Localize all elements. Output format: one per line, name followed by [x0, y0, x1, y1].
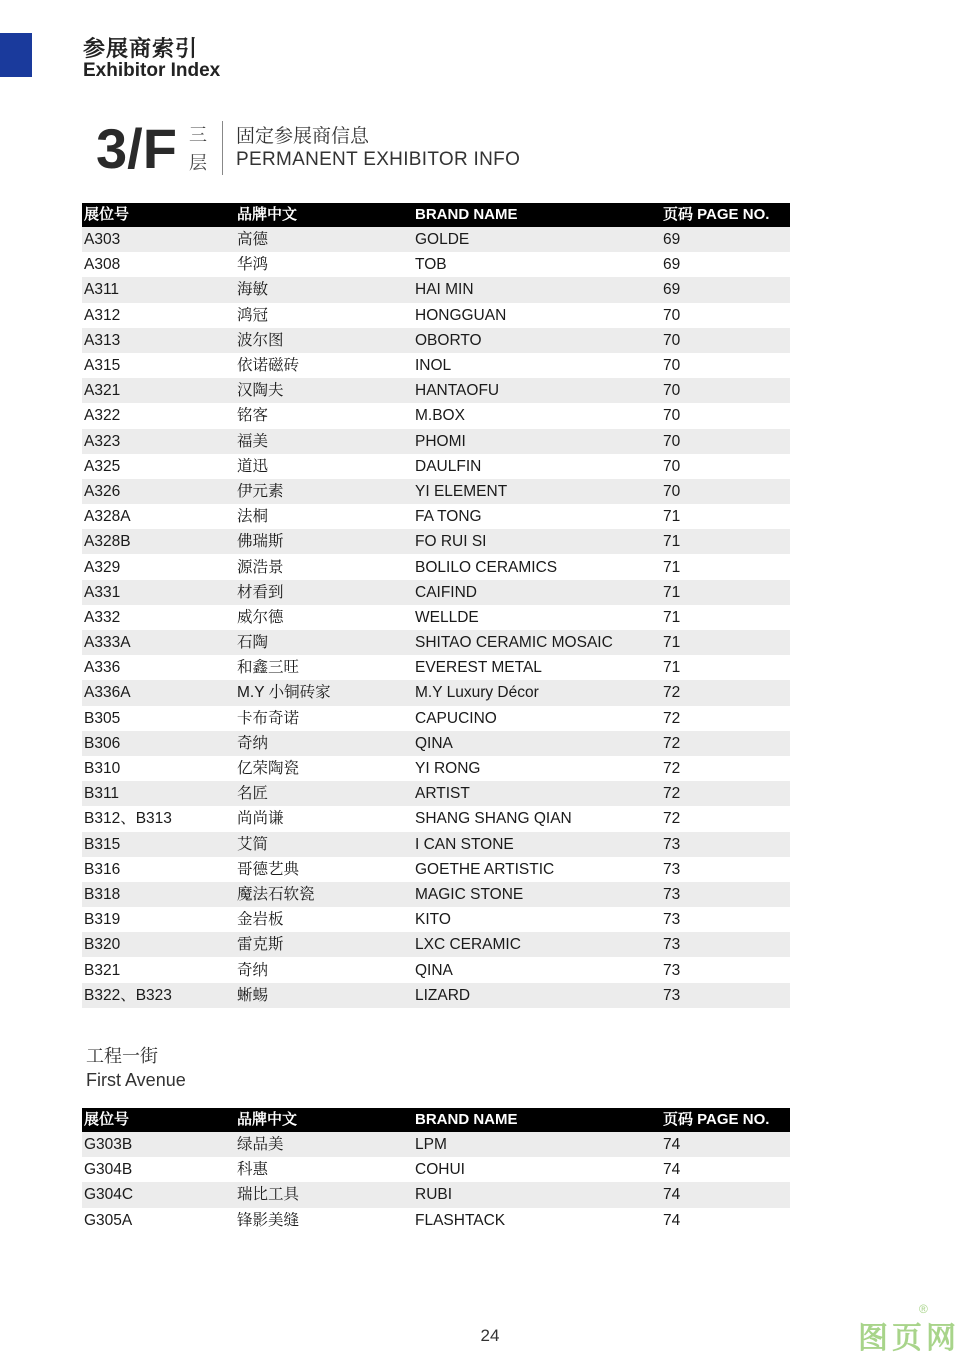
brand-cn-cell: 佛瑞斯 — [235, 529, 413, 554]
brand-name-cell: KITO — [415, 911, 451, 929]
booth-cell: A303 — [82, 227, 235, 252]
brand-name-cell: EVEREST METAL — [415, 659, 542, 677]
brand-cn-cell: 威尔德 — [237, 608, 284, 626]
booth-cell: A329 — [84, 558, 121, 576]
page-no-cell: 74 — [661, 1182, 790, 1207]
booth-cell: G303B — [82, 1132, 235, 1157]
table-row — [82, 378, 790, 403]
page-no-cell: 70 — [661, 479, 790, 504]
page-no-cell: 73 — [661, 882, 790, 907]
page-no-cell: 74 — [663, 1161, 681, 1179]
brand-name-cell: TOB — [415, 256, 447, 274]
page-no-cell: 69 — [663, 256, 681, 274]
booth-cell: B321 — [84, 961, 121, 979]
header-title-cn: 参展商索引 — [83, 36, 199, 61]
brand-name-cell: M.BOX — [415, 407, 465, 425]
booth-cell: B305 — [84, 709, 121, 727]
table-header-row — [82, 203, 790, 227]
floor-label: 3/F — [96, 117, 177, 180]
brand-name-cell: PHOMI — [413, 429, 661, 454]
booth-cell: G304B — [84, 1161, 133, 1179]
brand-name-cell: GOLDE — [413, 227, 661, 252]
page-no-cell: 70 — [663, 407, 681, 425]
brand-cn-cell: 尚尚谦 — [237, 810, 284, 828]
avenue-title-cn: 工程一街 — [86, 1046, 158, 1066]
booth-cell: B312、B313 — [84, 810, 172, 828]
brand-name-cell: RUBI — [413, 1182, 661, 1207]
brand-cn-cell: 科惠 — [237, 1161, 269, 1179]
brand-cn-cell: 海敏 — [235, 277, 413, 302]
exhibitor-table-avenue — [82, 1108, 790, 1233]
brand-name-cell: CAPUCINO — [415, 709, 497, 727]
brand-cn-cell: 魔法石软瓷 — [235, 882, 413, 907]
table-row — [82, 781, 790, 806]
table-header-row — [82, 1108, 790, 1132]
table-row — [82, 580, 790, 605]
table-row — [82, 655, 790, 680]
section-title-cn: 固定参展商信息 — [236, 126, 370, 147]
brand-cn-cell: 材看到 — [235, 580, 413, 605]
page-no-cell: 71 — [663, 508, 681, 526]
brand-name-cell: COHUI — [415, 1161, 465, 1179]
table-row — [82, 479, 790, 504]
table-body-main — [82, 227, 790, 1008]
brand-cn-cell: M.Y 小铜砖家 — [235, 680, 413, 705]
table-row — [82, 983, 790, 1008]
table-row — [82, 706, 790, 731]
booth-cell: A336A — [82, 680, 235, 705]
brand-name-cell: LXC CERAMIC — [413, 932, 661, 957]
table-row — [82, 731, 790, 756]
brand-name-cell: CAIFIND — [413, 580, 661, 605]
table-row — [82, 857, 790, 882]
table-row — [82, 227, 790, 252]
brand-cn-cell: 依诺磁砖 — [237, 357, 300, 375]
table-row — [82, 907, 790, 932]
booth-cell: A313 — [82, 328, 235, 353]
avenue-title-en: First Avenue — [86, 1070, 186, 1090]
page-no-cell: 72 — [661, 731, 790, 756]
brand-cn-cell: 瑞比工具 — [235, 1182, 413, 1207]
brand-name-cell: SHANG SHANG QIAN — [415, 810, 572, 828]
booth-cell: A323 — [82, 429, 235, 454]
brand-name-cell: SHITAO CERAMIC MOSAIC — [413, 630, 661, 655]
table-row — [82, 932, 790, 957]
booth-cell: B319 — [84, 911, 121, 929]
brand-name-cell: QINA — [415, 961, 453, 979]
booth-cell: A328B — [82, 529, 235, 554]
table-row — [82, 630, 790, 655]
brand-cn-cell: 奇纳 — [235, 731, 413, 756]
page-no-cell: 73 — [663, 961, 681, 979]
brand-name-cell: DAULFIN — [415, 457, 482, 475]
table-row — [82, 277, 790, 302]
header-title-en: Exhibitor Index — [83, 60, 221, 81]
page-no-cell: 70 — [661, 328, 790, 353]
section-title-en: PERMANENT EXHIBITOR INFO — [236, 149, 521, 170]
brand-name-cell: INOL — [415, 357, 452, 375]
booth-cell: G305A — [84, 1211, 133, 1229]
booth-cell: A328A — [84, 508, 131, 526]
booth-cell: A312 — [84, 306, 121, 324]
booth-cell: B322、B323 — [82, 983, 235, 1008]
section-divider — [222, 121, 223, 175]
table-row — [82, 429, 790, 454]
booth-cell: A331 — [82, 580, 235, 605]
page-no-cell: 73 — [663, 860, 681, 878]
booth-cell: A308 — [84, 256, 121, 274]
column-header-brand-cn: 品牌中文 — [235, 203, 413, 227]
column-header-page-no: 页码 PAGE NO. — [661, 203, 790, 227]
brand-name-cell: HANTAOFU — [413, 378, 661, 403]
brand-cn-cell: 道迅 — [237, 457, 269, 475]
brand-cn-cell: 高德 — [235, 227, 413, 252]
brand-cn-cell: 金岩板 — [237, 911, 284, 929]
brand-cn-cell: 石陶 — [235, 630, 413, 655]
brand-cn-cell: 鸿冠 — [237, 306, 269, 324]
brand-name-cell: M.Y Luxury Décor — [413, 680, 661, 705]
table-row — [82, 832, 790, 857]
brand-name-cell: ARTIST — [413, 781, 661, 806]
booth-cell: B311 — [82, 781, 235, 806]
booth-cell: B306 — [82, 731, 235, 756]
watermark-logo: 图页网 — [858, 1322, 960, 1355]
table-row — [82, 680, 790, 705]
booth-cell: A332 — [84, 608, 121, 626]
booth-cell: A322 — [84, 407, 121, 425]
booth-cell: A333A — [82, 630, 235, 655]
booth-cell: A326 — [82, 479, 235, 504]
brand-cn-cell: 铭客 — [237, 407, 269, 425]
brand-name-cell: WELLDE — [415, 608, 479, 626]
table-row — [82, 756, 790, 781]
brand-cn-cell: 亿荣陶瓷 — [237, 760, 300, 778]
booth-cell: A325 — [84, 457, 121, 475]
table-body-avenue — [82, 1132, 790, 1233]
table-row — [82, 806, 790, 831]
brand-cn-cell: 蜥蜴 — [235, 983, 413, 1008]
registered-mark: ® — [919, 1302, 928, 1316]
brand-cn-cell: 奇纳 — [237, 961, 269, 979]
brand-name-cell: LPM — [413, 1132, 661, 1157]
page-no-cell: 72 — [661, 680, 790, 705]
brand-cn-cell: 伊元素 — [235, 479, 413, 504]
table-row — [82, 328, 790, 353]
table-row — [82, 1132, 790, 1157]
floor-label-cn: 三层 — [189, 125, 207, 173]
page-no-cell: 70 — [663, 357, 681, 375]
page-no-cell: 69 — [661, 277, 790, 302]
brand-name-cell: I CAN STONE — [413, 832, 661, 857]
page-no-cell: 73 — [661, 983, 790, 1008]
page-no-cell: 74 — [661, 1132, 790, 1157]
booth-cell: G304C — [82, 1182, 235, 1207]
brand-cn-cell: 福美 — [235, 429, 413, 454]
booth-cell: B316 — [84, 860, 121, 878]
brand-cn-cell: 艾简 — [235, 832, 413, 857]
column-header-page-no: 页码 PAGE NO. — [661, 1108, 790, 1132]
page-no-cell: 71 — [661, 529, 790, 554]
brand-name-cell: LIZARD — [413, 983, 661, 1008]
booth-cell: B315 — [82, 832, 235, 857]
brand-name-cell: HONGGUAN — [415, 306, 507, 324]
page-no-cell: 73 — [661, 932, 790, 957]
brand-name-cell: QINA — [413, 731, 661, 756]
page-no-cell: 70 — [661, 378, 790, 403]
page-no-cell: 74 — [663, 1211, 681, 1229]
brand-name-cell: FA TONG — [415, 508, 482, 526]
brand-cn-cell: 绿品美 — [235, 1132, 413, 1157]
table-row — [82, 1182, 790, 1207]
table-row — [82, 554, 790, 579]
page-no-cell: 72 — [661, 781, 790, 806]
page-no-cell: 73 — [663, 911, 681, 929]
brand-cn-cell: 华鸿 — [237, 256, 269, 274]
brand-name-cell: GOETHE ARTISTIC — [415, 860, 555, 878]
brand-name-cell: HAI MIN — [413, 277, 661, 302]
brand-cn-cell: 哥德艺典 — [237, 860, 300, 878]
table-row — [82, 403, 790, 428]
booth-cell: B310 — [84, 760, 121, 778]
page-number: 24 — [480, 1326, 500, 1345]
table-row — [82, 605, 790, 630]
table-row — [82, 353, 790, 378]
brand-cn-cell: 雷克斯 — [235, 932, 413, 957]
brand-cn-cell: 汉陶夫 — [235, 378, 413, 403]
booth-cell: A336 — [84, 659, 121, 677]
table-row — [82, 252, 790, 277]
exhibitor-table-main — [82, 203, 790, 1008]
column-header-booth: 展位号 — [82, 203, 235, 227]
booth-cell: A315 — [84, 357, 121, 375]
section-tab-marker — [0, 33, 32, 77]
page-no-cell: 70 — [661, 429, 790, 454]
column-header-brand-name: BRAND NAME — [413, 1108, 661, 1132]
table-row — [82, 957, 790, 982]
brand-cn-cell: 波尔图 — [235, 328, 413, 353]
booth-cell: A321 — [82, 378, 235, 403]
page-no-cell: 70 — [663, 306, 681, 324]
brand-cn-cell: 锋影美缝 — [237, 1211, 300, 1229]
page-no-cell: 72 — [663, 709, 681, 727]
table-row — [82, 454, 790, 479]
table-row — [82, 529, 790, 554]
brand-name-cell: FLASHTACK — [415, 1211, 506, 1229]
brand-name-cell: BOLILO CERAMICS — [415, 558, 558, 576]
page-no-cell: 70 — [663, 457, 681, 475]
booth-cell: A311 — [82, 277, 235, 302]
table-row — [82, 882, 790, 907]
table-row — [82, 1157, 790, 1182]
page-no-cell: 69 — [661, 227, 790, 252]
table-row — [82, 504, 790, 529]
brand-cn-cell: 和鑫三旺 — [237, 659, 300, 677]
booth-cell: B318 — [82, 882, 235, 907]
table-row — [82, 303, 790, 328]
brand-cn-cell: 源浩景 — [237, 558, 284, 576]
page-no-cell: 71 — [663, 608, 681, 626]
column-header-brand-name: BRAND NAME — [413, 203, 661, 227]
brand-name-cell: YI RONG — [415, 760, 481, 778]
brand-cn-cell: 卡布奇诺 — [237, 709, 300, 727]
brand-name-cell: OBORTO — [413, 328, 661, 353]
column-header-booth: 展位号 — [82, 1108, 235, 1132]
page-no-cell: 72 — [663, 760, 681, 778]
brand-name-cell: MAGIC STONE — [413, 882, 661, 907]
page-no-cell: 73 — [661, 832, 790, 857]
page-no-cell: 71 — [661, 580, 790, 605]
booth-cell: B320 — [82, 932, 235, 957]
column-header-brand-cn: 品牌中文 — [235, 1108, 413, 1132]
table-row — [82, 1208, 790, 1233]
page-no-cell: 71 — [663, 659, 681, 677]
brand-cn-cell: 法桐 — [237, 508, 269, 526]
page-no-cell: 71 — [661, 630, 790, 655]
brand-name-cell: FO RUI SI — [413, 529, 661, 554]
page-no-cell: 72 — [663, 810, 681, 828]
page-no-cell: 71 — [663, 558, 681, 576]
brand-name-cell: YI ELEMENT — [413, 479, 661, 504]
brand-cn-cell: 名匠 — [235, 781, 413, 806]
